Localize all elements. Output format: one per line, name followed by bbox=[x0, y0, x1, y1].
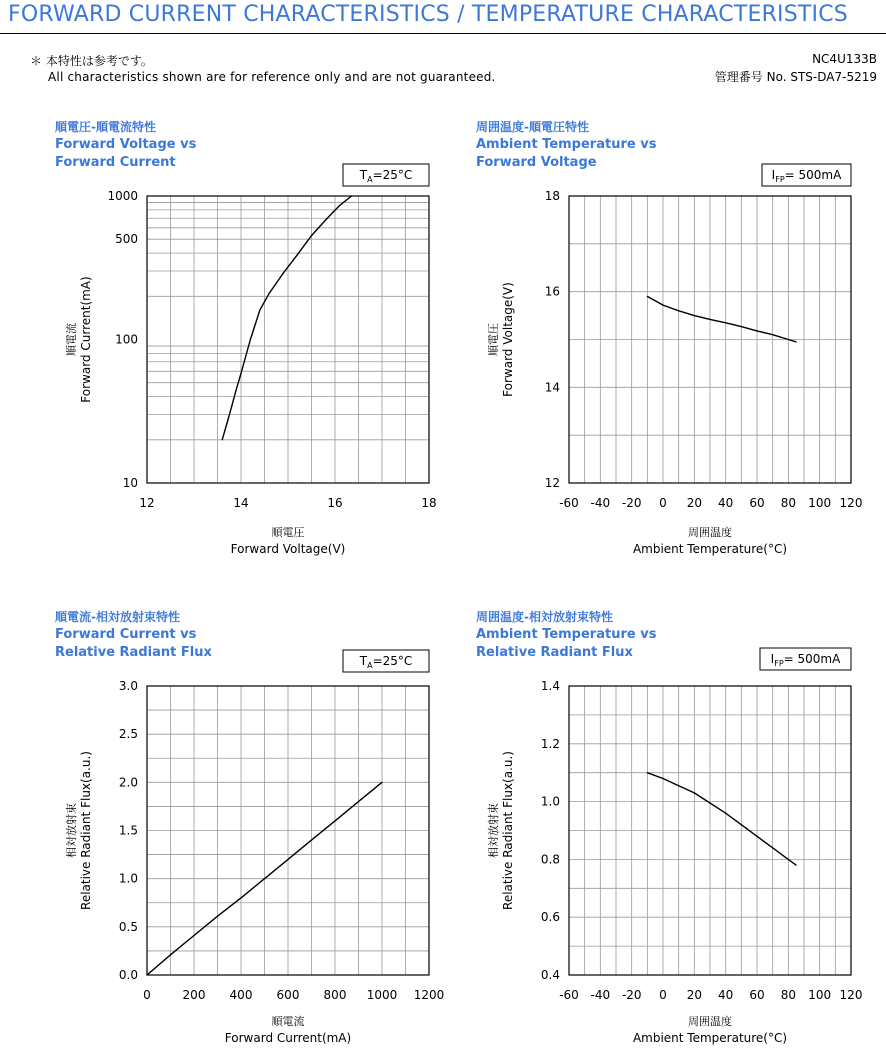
x-tick-label: 400 bbox=[229, 988, 253, 1002]
data-point bbox=[662, 304, 663, 305]
x-tick-label: 1200 bbox=[413, 988, 445, 1002]
data-point bbox=[678, 785, 679, 786]
y-tick-label: 1.2 bbox=[540, 736, 560, 751]
data-point bbox=[788, 339, 789, 340]
y-tick-label: 0.6 bbox=[540, 910, 560, 925]
data-point bbox=[694, 792, 695, 793]
series-line bbox=[647, 296, 796, 342]
data-point bbox=[217, 916, 218, 917]
y-axis-label-jp: 順電圧 bbox=[487, 323, 500, 356]
y-tick-label: 100 bbox=[115, 332, 138, 347]
document-number: NC4U133B bbox=[812, 52, 877, 66]
x-axis-label-jp: 周囲温度 bbox=[688, 526, 732, 539]
data-point bbox=[741, 326, 742, 327]
data-point bbox=[756, 836, 757, 837]
data-point bbox=[311, 840, 312, 841]
x-tick-label: 120 bbox=[839, 496, 863, 510]
x-tick-label: 1000 bbox=[366, 988, 398, 1002]
x-tick-label: 40 bbox=[718, 496, 734, 510]
x-tick-label: 20 bbox=[686, 496, 702, 510]
chart-1-title-jp: 順電圧-順電流特性 bbox=[55, 120, 156, 134]
data-point bbox=[264, 878, 265, 879]
data-point bbox=[311, 235, 312, 236]
data-point bbox=[741, 824, 742, 825]
chart-2-title-line2: Forward Voltage bbox=[476, 155, 597, 170]
data-point bbox=[283, 273, 284, 274]
data-point bbox=[709, 319, 710, 320]
x-tick-label: 60 bbox=[749, 496, 765, 510]
series-line bbox=[647, 773, 796, 866]
x-tick-label: 40 bbox=[718, 988, 734, 1002]
data-point bbox=[694, 315, 695, 316]
chart-1-title-line2: Forward Current bbox=[55, 155, 176, 170]
data-point bbox=[796, 865, 797, 866]
y-tick-label: 0.4 bbox=[540, 968, 560, 982]
x-tick-label: -20 bbox=[621, 988, 642, 1002]
x-tick-label: 0 bbox=[659, 496, 667, 510]
data-point bbox=[709, 802, 710, 803]
x-tick-label: 80 bbox=[780, 496, 796, 510]
y-tick-label: 10 bbox=[122, 476, 138, 490]
chart-4-title-jp: 周囲温度-相対放射束特性 bbox=[476, 610, 613, 624]
x-axis-label-jp: 周囲温度 bbox=[688, 1015, 732, 1028]
data-point bbox=[170, 954, 171, 955]
data-point bbox=[269, 293, 270, 294]
x-tick-label: 600 bbox=[276, 988, 300, 1002]
chart-2 bbox=[487, 164, 862, 556]
data-point bbox=[222, 439, 223, 440]
y-tick-label: 1000 bbox=[107, 189, 138, 203]
condition-label: $T_A=25^\circ C$ bbox=[359, 654, 413, 670]
x-tick-label: 800 bbox=[323, 988, 347, 1002]
reference-note-en: All characteristics shown are for reference only and are not guaranteed. bbox=[48, 70, 496, 84]
y-tick-label: 2.5 bbox=[118, 727, 138, 742]
chart-2-title: Ambient Temperature vs bbox=[476, 137, 657, 152]
y-tick-label: 1.0 bbox=[118, 871, 138, 886]
y-axis-label: Relative Radiant Flux(a.u.) bbox=[79, 751, 93, 910]
y-axis-label-jp: 相対放射束 bbox=[487, 803, 500, 858]
x-tick-label: 100 bbox=[808, 988, 832, 1002]
data-point bbox=[756, 330, 757, 331]
x-tick-label: -60 bbox=[559, 988, 579, 1002]
y-tick-label: 500 bbox=[115, 232, 138, 247]
y-tick-label: 2.0 bbox=[118, 775, 138, 790]
chart-3-title: Forward Current vs bbox=[55, 627, 197, 642]
y-axis-label: Relative Radiant Flux(a.u.) bbox=[501, 751, 515, 910]
y-tick-label: 3.0 bbox=[118, 679, 138, 693]
x-tick-label: 200 bbox=[182, 988, 206, 1002]
chart-2-title-jp: 周囲温度-順電圧特性 bbox=[476, 120, 589, 134]
condition-label: $I_{FP}= 500mA$ bbox=[771, 168, 842, 184]
x-tick-label: -40 bbox=[590, 988, 611, 1002]
x-tick-label: -60 bbox=[559, 496, 579, 510]
reference-note-jp: ＊ 本特性は参考です。 bbox=[30, 54, 153, 68]
chart-3-title-jp: 順電流-相対放射束特性 bbox=[55, 610, 180, 624]
data-point bbox=[240, 897, 241, 898]
x-axis-label: Ambient Temperature(°C) bbox=[632, 1031, 788, 1045]
x-tick-label: 0 bbox=[659, 988, 667, 1002]
data-point bbox=[236, 389, 237, 390]
data-point bbox=[146, 974, 147, 975]
chart-1-title: Forward Voltage vs bbox=[55, 137, 197, 152]
data-point bbox=[287, 859, 288, 860]
data-point bbox=[240, 373, 241, 374]
chart-4 bbox=[486, 648, 862, 1045]
data-point bbox=[772, 334, 773, 335]
x-axis-label: Forward Current(mA) bbox=[224, 1031, 352, 1045]
y-tick-label: 1.4 bbox=[540, 679, 560, 693]
x-axis-label: Ambient Temperature(°C) bbox=[632, 542, 788, 556]
y-tick-label: 18 bbox=[544, 189, 560, 203]
chart-4-title-line2: Relative Radiant Flux bbox=[476, 645, 633, 660]
chart-3-title-line2: Relative Radiant Flux bbox=[55, 645, 212, 660]
y-axis-label: Forward Current(mA) bbox=[79, 276, 93, 403]
data-point bbox=[647, 772, 648, 773]
y-tick-label: 14 bbox=[544, 380, 560, 395]
data-point bbox=[334, 820, 335, 821]
data-point bbox=[678, 310, 679, 311]
management-number: 管理番号 No. STS-DA7-5219 bbox=[714, 70, 877, 84]
x-tick-label: -40 bbox=[590, 496, 611, 510]
y-tick-label: 12 bbox=[544, 476, 560, 490]
data-point bbox=[226, 423, 227, 424]
data-point bbox=[193, 935, 194, 936]
data-point bbox=[772, 847, 773, 848]
y-axis-label-jp: 順電流 bbox=[65, 323, 78, 356]
x-tick-label: 18 bbox=[421, 496, 437, 510]
data-point bbox=[788, 859, 789, 860]
data-point bbox=[647, 296, 648, 297]
x-tick-label: 16 bbox=[327, 496, 343, 510]
x-tick-label: 12 bbox=[139, 496, 155, 510]
x-axis-label: Forward Voltage(V) bbox=[230, 542, 346, 556]
x-tick-label: 20 bbox=[686, 988, 702, 1002]
x-axis-label-jp: 順電圧 bbox=[271, 526, 305, 539]
data-point bbox=[297, 254, 298, 255]
chart-1 bbox=[64, 164, 437, 556]
y-tick-label: 1.0 bbox=[540, 794, 560, 809]
x-tick-label: -20 bbox=[621, 496, 642, 510]
y-tick-label: 16 bbox=[544, 284, 560, 299]
data-point bbox=[325, 219, 326, 220]
data-point bbox=[796, 341, 797, 342]
data-point bbox=[381, 782, 382, 783]
x-tick-label: 60 bbox=[749, 988, 765, 1002]
page-title: FORWARD CURRENT CHARACTERISTICS / TEMPERATURE CHARACTERISTICS bbox=[8, 2, 848, 27]
data-point bbox=[725, 322, 726, 323]
condition-label: $T_A=25^\circ C$ bbox=[359, 168, 413, 184]
condition-label: $I_{FP}= 500mA$ bbox=[770, 652, 841, 668]
x-tick-label: 14 bbox=[233, 496, 249, 510]
data-point bbox=[725, 813, 726, 814]
y-tick-label: 0.8 bbox=[540, 852, 560, 867]
y-tick-label: 0.5 bbox=[118, 919, 138, 934]
chart-4-title: Ambient Temperature vs bbox=[476, 627, 657, 642]
series-line bbox=[222, 196, 351, 440]
x-tick-label: 120 bbox=[839, 988, 863, 1002]
data-point bbox=[358, 801, 359, 802]
data-point bbox=[339, 205, 340, 206]
data-point bbox=[662, 778, 663, 779]
data-point bbox=[250, 339, 251, 340]
y-axis-label-jp: 相対放射束 bbox=[65, 803, 78, 858]
data-point bbox=[351, 195, 352, 196]
x-axis-label-jp: 順電流 bbox=[271, 1015, 305, 1028]
x-tick-label: 80 bbox=[780, 988, 796, 1002]
x-tick-label: 100 bbox=[808, 496, 832, 510]
y-tick-label: 0.0 bbox=[118, 968, 138, 982]
data-point bbox=[259, 310, 260, 311]
y-axis-label: Forward Voltage(V) bbox=[501, 282, 515, 397]
data-point bbox=[231, 406, 232, 407]
chart-3 bbox=[64, 650, 444, 1045]
x-tick-label: 0 bbox=[143, 988, 151, 1002]
y-tick-label: 1.5 bbox=[118, 823, 138, 838]
